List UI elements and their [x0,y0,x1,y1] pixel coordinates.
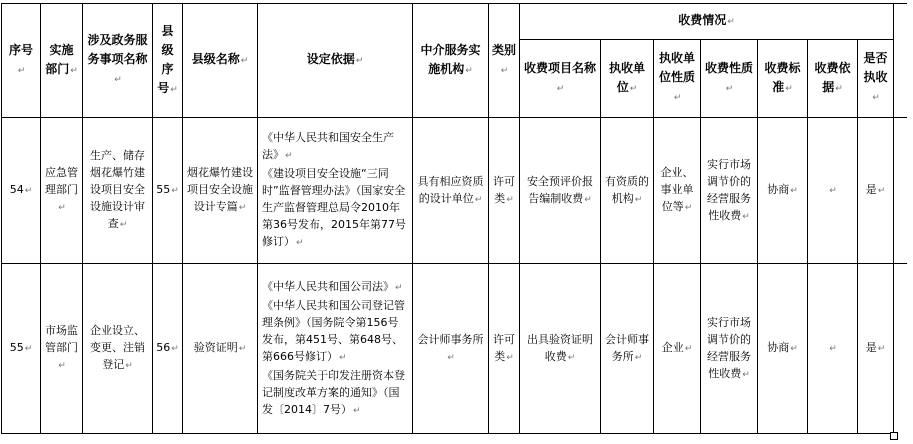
cell-fee-nature: 实行市场调节价的经营服务性收费↵ [701,118,758,264]
cell-matter: 生产、储存烟花爆竹建设项目安全设施设计审查↵ [83,118,153,264]
header-county-name: 县级名称↵ [183,4,258,118]
cell-standard: 协商↵ [758,118,808,264]
cell-dept: 市场监管部门↵ [41,264,83,434]
row-end-line [893,3,907,4]
header-fee-item: 收费项目名称↵ [520,40,601,118]
basis-line: 《中华人民共和国公司登记管理条例》（国务院令第156号发布，第451号、第648号、第666号修订）↵ [262,298,405,363]
table-row [2,118,894,264]
cell-basis [258,118,413,264]
header-is-collected: 是否执收↵ [858,40,894,118]
header-agency: 中介服务实施机构↵ [413,4,489,118]
header-unit-nature: 执收单位性质↵ [654,40,701,118]
row-end-line [893,263,907,264]
header-fee-unit: 执收单位↵ [601,40,654,118]
cell-fee-unit: 有资质的机构↵ [601,118,654,264]
cell-standard: 协商↵ [758,264,808,434]
fee-table [1,3,894,434]
cell-county-name: 验资证明↵ [183,264,258,434]
cell-unit-nature: 企业↵ [654,264,701,434]
header-matter: 涉及政务服务事项名称↵ [83,4,153,118]
cell-fee-item: 安全预评价报告编制收费↵ [520,118,601,264]
row-end-line [893,117,907,118]
cell-county-name: 烟花爆竹建设项目安全设施设计专篇↵ [183,118,258,264]
cell-is-collected: 是↵ [858,264,894,434]
cell-fee-unit: 会计师事务所↵ [601,264,654,434]
header-seq: 序号↵ [2,4,41,118]
cell-seq: 55↵ [2,264,41,434]
cell-dept: 应急管理部门↵ [41,118,83,264]
cell-agency: 会计师事务所↵ [413,264,489,434]
header-fee-group: 收费情况↵ [520,4,894,40]
cell-fee-basis: ↵ [808,264,858,434]
header-category: 类别↵ [489,4,520,118]
basis-line: 《国务院关于印发注册资本登记制度改革方案的通知》（国发〔2014〕7号）↵ [262,368,405,416]
cell-agency: 具有相应资质的设计单位↵ [413,118,489,264]
table-resize-handle[interactable] [890,432,898,440]
cell-county-seq: 56↵ [153,264,183,434]
cell-category: 许可类↵ [489,264,520,434]
cell-is-collected: 是↵ [858,118,894,264]
header-county-seq: 县级序号↵ [153,4,183,118]
cell-matter: 企业设立、变更、注销登记↵ [83,264,153,434]
cell-basis [258,264,413,434]
cell-fee-nature: 实行市场调节价的经营服务性收费↵ [701,264,758,434]
header-fee-nature: 收费性质↵ [701,40,758,118]
cell-county-seq: 55↵ [153,118,183,264]
basis-line: 《建设项目安全设施“三同时”监督管理办法》（国家安全生产监督管理总局令2010年第36号发布，2015年第77号修订）↵ [262,167,406,248]
cell-category: 许可类↵ [489,118,520,264]
basis-line: 《中华人民共和国公司法》↵ [262,279,403,293]
cell-fee-basis: ↵ [808,118,858,264]
cell-seq: 54↵ [2,118,41,264]
basis-line: 《中华人民共和国安全生产法》↵ [262,131,394,161]
cell-unit-nature: 企业、事业单位等↵ [654,118,701,264]
header-dept: 实施部门↵ [41,4,83,118]
table-row [2,264,894,434]
header-fee-basis: 收费依据↵ [808,40,858,118]
header-fee-standard: 收费标准↵ [758,40,808,118]
header-basis: 设定依据↵ [258,4,413,118]
cell-fee-item: 出具验资证明收费↵ [520,264,601,434]
